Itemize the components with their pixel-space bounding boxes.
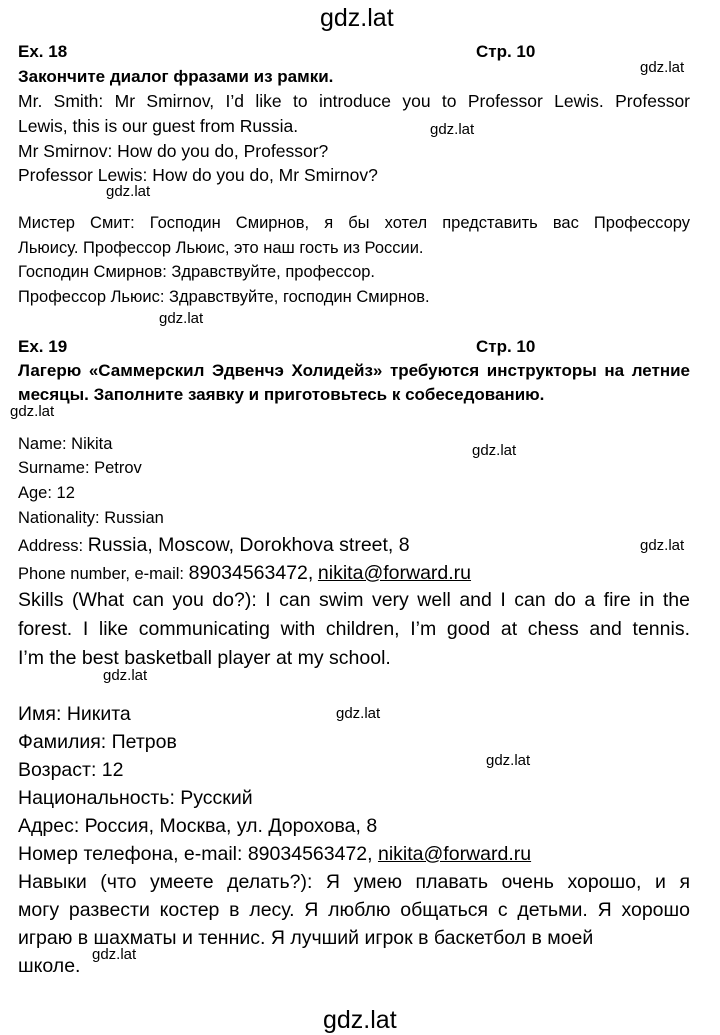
form-en-address <box>18 534 410 557</box>
form-en-email-link[interactable]: nikita@forward.ru <box>317 562 472 584</box>
form-ru-age: Возраст: 12 <box>18 759 124 781</box>
watermark: gdz.lat <box>472 442 517 459</box>
ex18-task: Закончите диалог фразами из рамки. <box>18 67 334 86</box>
ex18-page: Стр. 10 <box>476 42 536 61</box>
ex19-task-line-1: Лагерю «Саммерскил Эдвенчэ Холидейз» требуются инструкторы на летние <box>18 361 690 380</box>
ex18-ru-line-1: Мистер Смит: Господин Смирнов, я бы хотел представить вас Профессору <box>18 214 690 232</box>
watermark: gdz.lat <box>640 537 685 554</box>
form-ru-phone <box>18 843 531 866</box>
ex18-ru-line-3: Господин Смирнов: Здравствуйте, профессор. <box>18 263 376 281</box>
ex19-task-line-2: месяцы. Заполните заявку и приготовьтесь к собеседованию. <box>18 385 545 404</box>
form-en-skills-line-2: forest. I like communicating with children, I’m good at chess and tennis. <box>18 618 690 640</box>
form-ru-nationality: Национальность: Русский <box>18 787 253 809</box>
form-en-surname: Surname: Petrov <box>18 459 142 477</box>
ex18-en-line-1: Mr. Smith: Mr Smirnov, I’d like to introduce you to Professor Lewis. Professor <box>18 91 690 111</box>
watermark: gdz.lat <box>10 403 55 420</box>
watermark-bottom: gdz.lat <box>323 1006 397 1034</box>
form-ru-skills-line-4: школе. <box>18 955 81 977</box>
watermark: gdz.lat <box>486 752 531 769</box>
ex18-number: Ex. 18 <box>18 42 68 61</box>
watermark: gdz.lat <box>159 310 204 327</box>
form-en-age: Age: 12 <box>18 484 75 502</box>
form-en-skills-line-1: Skills (What can you do?): I can swim very well and I can do a fire in the <box>18 589 690 611</box>
form-en-phone-value: 89034563472, <box>188 562 314 584</box>
watermark: gdz.lat <box>103 667 148 684</box>
form-en-address-value: Russia, Moscow, Dorokhova street, 8 <box>87 534 410 556</box>
ex18-ru-line-2: Льюису. Профессор Льюис, это наш гость из России. <box>18 239 424 257</box>
ex18-en-line-2: Lewis, this is our guest from Russia. <box>18 116 299 136</box>
form-en-skills-line-3: I’m the best basketball player at my school. <box>18 647 391 669</box>
ex19-number: Ex. 19 <box>18 337 68 356</box>
watermark: gdz.lat <box>336 705 381 722</box>
form-ru-phone-label: Номер телефона, e-mail: 89034563472, <box>18 843 373 865</box>
watermark: gdz.lat <box>430 121 475 138</box>
watermark: gdz.lat <box>106 183 151 200</box>
form-ru-address: Адрес: Россия, Москва, ул. Дорохова, 8 <box>18 815 378 837</box>
watermark: gdz.lat <box>640 59 685 76</box>
form-ru-skills-line-2: могу развести костер в лесу. Я люблю общаться с детьми. Я хорошо <box>18 899 690 921</box>
form-en-phone <box>18 562 471 585</box>
ex18-en-line-3: Mr Smirnov: How do you do, Professor? <box>18 141 329 161</box>
form-en-nationality: Nationality: Russian <box>18 509 164 527</box>
watermark-top: gdz.lat <box>320 4 394 32</box>
form-ru-name: Имя: Никита <box>18 703 131 725</box>
form-ru-email-link[interactable]: nikita@forward.ru <box>377 843 532 865</box>
form-en-name: Name: Nikita <box>18 435 113 453</box>
ex18-en-line-4: Professor Lewis: How do you do, Mr Smirnov? <box>18 165 378 185</box>
watermark: gdz.lat <box>92 946 137 963</box>
form-ru-skills-line-3: играю в шахматы и теннис. Я лучший игрок в баскетбол в моей <box>18 927 594 949</box>
form-ru-surname: Фамилия: Петров <box>18 731 177 753</box>
ex19-page: Стр. 10 <box>476 337 536 356</box>
form-ru-skills-line-1: Навыки (что умеете делать?): Я умею плавать очень хорошо, и я <box>18 871 690 893</box>
form-en-phone-label: Phone number, e-mail: <box>18 565 185 583</box>
form-en-address-label: Address: <box>18 537 84 555</box>
ex18-ru-line-4: Профессор Льюис: Здравствуйте, господин Смирнов. <box>18 288 430 306</box>
